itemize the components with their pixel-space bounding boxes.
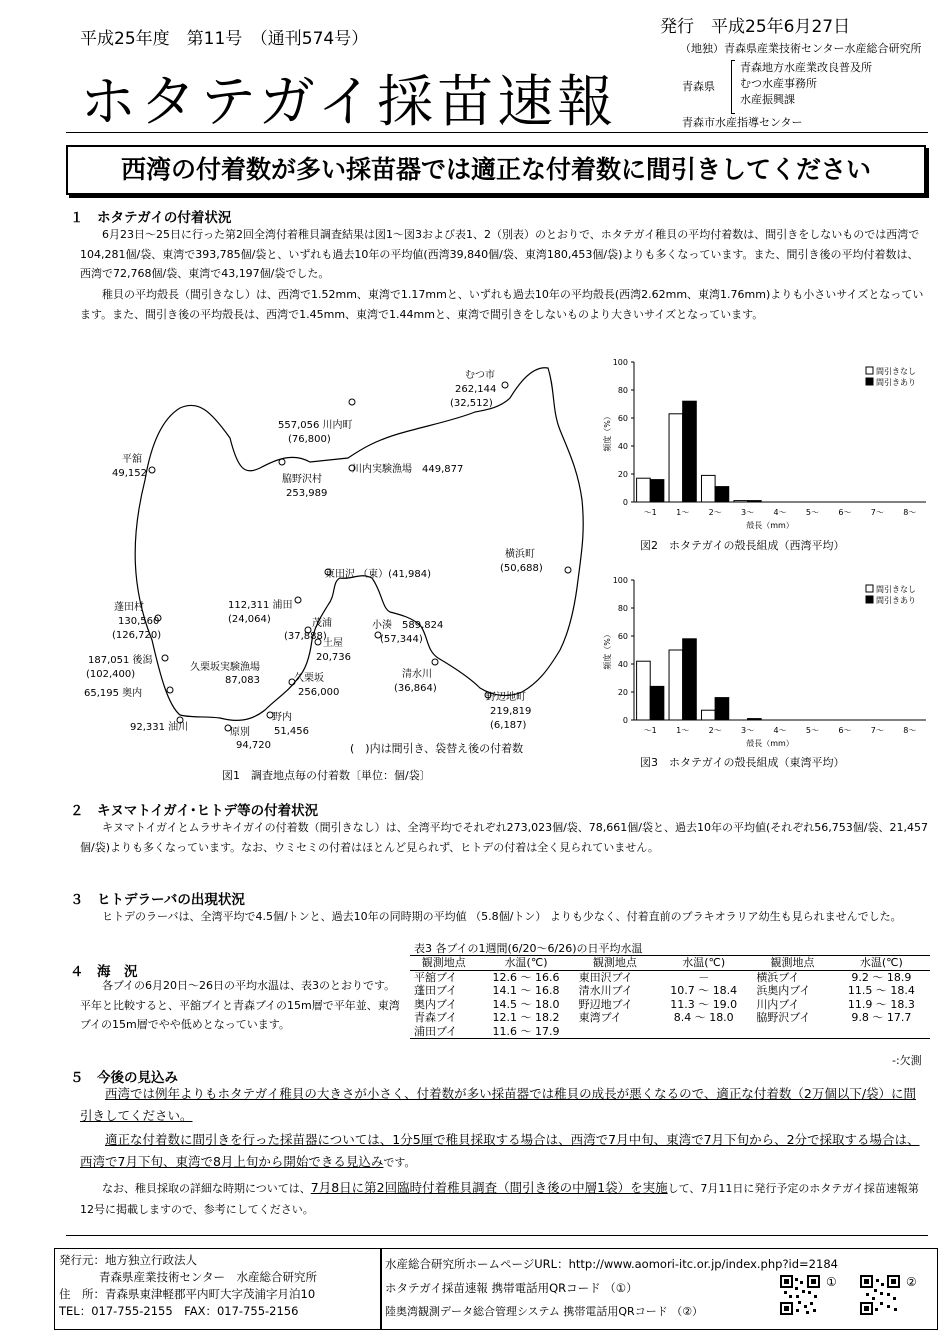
table-cell: 東田沢ブイ (578, 970, 633, 984)
issue-date: 発行 平成25年6月27日 (660, 17, 851, 37)
map-label: 112,311 浦田 (228, 600, 293, 611)
map-label: 219,819 (490, 706, 532, 717)
section-1-para-2: 稚貝の平均殻長（間引きなし）は、西湾で1.52mm、東湾で1.17mmと、いずれも過去10年の平均殻長(西湾2.62mm、東湾1.76mm)よりも小さいサイズとなっています。また、間引き後の平均殻長は、西湾で1.45mm、東湾で1.44mmと、東湾で間引きをしないものより大きいサイズとなっています。 (80, 288, 924, 321)
x-tick-label: 8～ (903, 508, 917, 517)
org-item: 水産振興課 (740, 93, 795, 106)
headline-banner: 西湾の付着数が多い採苗器では適正な付着数に間引きしてください (66, 145, 926, 195)
table-cell: 浜奥内ブイ (756, 984, 811, 997)
qr-label-2: 陸奥湾観測データ総合管理システム 携帯電話用QRコード （②） (385, 1305, 704, 1318)
map-label: 東田沢 （東）(41,984) (325, 569, 431, 580)
table-cell: 野辺地ブイ (578, 997, 633, 1011)
map-label: (102,400) (86, 669, 136, 680)
legend-label: 間引きなし (876, 585, 916, 594)
table-header-cell: 水温(℃) (859, 956, 903, 969)
map-label: (50,688) (500, 563, 543, 574)
table-header-cell: 水温(℃) (682, 956, 726, 969)
x-tick-label: 1～ (676, 726, 690, 735)
table-cell: － (698, 970, 710, 984)
map-label: 256,000 (298, 687, 340, 698)
map-label: 清水川 (402, 669, 432, 680)
section-2-title: ２ キヌマトイガイ･ヒトデ等の付着状況 (70, 803, 319, 819)
section-4-title: ４ 海 況 (70, 964, 138, 980)
y-tick-label: 20 (617, 470, 628, 479)
bar-thinned (748, 719, 762, 720)
header-divider (66, 132, 928, 133)
x-tick-label: 5～ (805, 508, 819, 517)
table-cell: 東湾ブイ (578, 1011, 622, 1024)
table-cell: 川内ブイ (756, 997, 800, 1011)
map-label: 横浜町 (505, 549, 535, 560)
footer-divider (66, 1235, 928, 1236)
qr-code-1-icon[interactable] (780, 1275, 820, 1315)
x-tick-label: 6～ (838, 508, 852, 517)
map-label: 土屋 (323, 638, 343, 649)
table-cell: 10.7 ～ 18.4 (670, 984, 738, 997)
y-tick-label: 40 (617, 660, 628, 669)
table-cell: 9.2 ～ 18.9 (851, 970, 912, 984)
map-label: (126,720) (112, 630, 162, 641)
section-5-para-2-underlined: 適正な付着数に間引きを行った採苗器については、1分5厘で稚貝採取する場合は、西湾で7月中旬、東湾で7月下旬から、2分で採取する場合は、西湾で7月下旬、東湾で8月上旬から開始できる見込み (80, 1132, 920, 1169)
map-label: 久栗坂 (294, 673, 324, 684)
x-axis-label: 殻長（mm） (746, 739, 794, 748)
y-tick-label: 40 (617, 442, 628, 451)
section-1-title: １ ホタテガイの付着状況 (70, 210, 232, 226)
legend-swatch (866, 378, 873, 385)
y-axis-label: 頻度（%） (603, 412, 612, 452)
table-cell: 蓬田ブイ (414, 984, 458, 997)
x-tick-label: 6～ (838, 726, 852, 735)
table-cell (752, 1025, 832, 1039)
y-tick-label: 60 (617, 632, 628, 641)
y-tick-label: 80 (617, 386, 628, 395)
map-caption: 図1 調査地点毎の付着数〔単位：個/袋〕 (222, 769, 431, 782)
table-cell: 奥内ブイ (414, 997, 458, 1011)
footer-publisher (54, 1248, 382, 1330)
bar-thinned (650, 686, 664, 720)
section-1-para-1: 6月23日～25日に行った第2回全湾付着稚貝調査結果は図1～図3および表1、2（別表）のとおりで、ホタテガイ稚貝の平均付着数は、間引きをしないものでは西湾で104,281個/袋、東湾で393,785個/袋と、いずれも過去10年の平均値(西湾39,840個/袋、東湾180,453個/袋)よりも多くなっています。また、間引き後の平均付着数は、西湾で72,768個/袋、東湾で43,197個/袋でした。 (80, 228, 920, 280)
bar-no-thinning (701, 710, 715, 720)
legend-swatch (866, 585, 873, 592)
org-top: （地独）青森県産業技術センター水産総合研究所 (680, 42, 922, 55)
bar-thinned (650, 480, 664, 502)
bar-no-thinning (669, 650, 683, 720)
map-label: 557,056 川内町 (278, 420, 353, 431)
y-tick-label: 0 (622, 498, 628, 507)
map-label: 94,720 (236, 740, 271, 751)
map-label: むつ市 (465, 370, 495, 381)
org-item: 青森地方水産業改良普及所 (740, 61, 872, 74)
section-5-para-2 (80, 1129, 928, 1173)
table-cell: 12.6 ～ 16.6 (492, 970, 560, 984)
table-row (410, 970, 930, 984)
map-label: 野内 (272, 712, 292, 723)
y-tick-label: 20 (617, 688, 628, 697)
bar-no-thinning (734, 501, 748, 502)
map-label: (6,187) (490, 720, 527, 731)
x-axis-label: 殻長（mm） (746, 521, 794, 530)
map-label: 久栗坂実験漁場 (190, 662, 260, 673)
table-row (410, 1011, 930, 1025)
map-label: (32,512) (450, 398, 493, 409)
issue-number: 平成25年度 第11号 （通刊574号） (80, 29, 369, 49)
legend-label: 間引きあり (876, 378, 916, 387)
table-cell: 11.3 ～ 19.0 (670, 997, 738, 1011)
qr-mark-1: ① (826, 1275, 837, 1289)
footer-links (380, 1248, 938, 1330)
table-header-cell: 観測地点 (421, 956, 466, 969)
table-cell (575, 1025, 655, 1039)
x-tick-label: 4～ (773, 726, 787, 735)
bar-thinned (748, 501, 762, 502)
bar-no-thinning (637, 478, 651, 502)
bar-thinned (715, 487, 729, 502)
map-label: 脇野沢村 (282, 474, 322, 485)
publisher-label: 発行元：地方独立行政法人 (59, 1253, 197, 1267)
fig3-caption: 図3 ホタテガイの殻長組成（東湾平均） (640, 756, 845, 769)
org-city: 青森市水産指導センター (682, 116, 803, 129)
y-tick-label: 0 (622, 716, 628, 725)
section-5-para-3 (80, 1177, 928, 1220)
map-label: 茂浦 (312, 618, 332, 629)
section-3-para: ヒトデのラーバは、全湾平均で4.5個/トンと、過去10年の同時期の平均値 （5.8個/トン） よりも少なく、付着直前のブラキオラリア幼生も見られませんでした。 (102, 910, 902, 923)
shell-length-chart-east (596, 570, 936, 750)
org-bracket (731, 60, 735, 114)
org-list (740, 60, 872, 108)
map-label: 92,331 油川 (130, 722, 189, 733)
p3-underlined: 7月8日に第2回臨時付着稚貝調査（間引き後の中層1袋）を実施 (310, 1180, 668, 1195)
map-note: ( )内は間引き、袋替え後の付着数 (350, 742, 524, 755)
table-cell: 脇野沢ブイ (756, 1011, 811, 1024)
map-label: 平舘 (122, 454, 142, 465)
water-temp-table (410, 955, 930, 1039)
map-label: 蓬田村 (114, 602, 144, 613)
table-cell: 11.6 ～ 17.9 (492, 1024, 560, 1038)
bar-thinned (683, 401, 697, 502)
x-tick-label: 2～ (708, 726, 722, 735)
x-tick-label: 2～ (708, 508, 722, 517)
map-label: (36,864) (394, 683, 437, 694)
table-header-cell: 観測地点 (770, 956, 815, 969)
fig2-caption: 図2 ホタテガイの殻長組成（西湾平均） (640, 539, 845, 552)
x-tick-label: 3～ (741, 726, 755, 735)
section-2-para: キヌマトイガイとムラサキイガイの付着数（間引きなし）は、全湾平均でそれぞれ273,023個/袋、78,661個/袋と、過去10年の平均値(それぞれ56,753個/袋、21,457個/袋)よりも多くなっています。なお、ウミセミの付着はほとんど見られず、ヒトデの付着は全く見られていません。 (80, 821, 928, 854)
publisher-address: 住 所：青森県東津軽郡平内町大字茂浦字月泊10 (59, 1287, 316, 1301)
publisher-phone: TEL：017-755-2155 FAX：017-755-2156 (59, 1304, 299, 1318)
map-label: (24,064) (228, 614, 271, 625)
map-label: 51,456 (274, 726, 309, 737)
qr-label-1: ホタテガイ採苗速報 携帯電話用QRコード （①） (385, 1281, 638, 1295)
page-title: ホタテガイ採苗速報 (80, 70, 618, 135)
y-tick-label: 60 (617, 414, 628, 423)
shell-length-chart-west (596, 352, 936, 532)
x-tick-label: 7～ (870, 508, 884, 517)
table-cell: 12.1 ～ 18.2 (492, 1011, 560, 1024)
table-cell: 青森ブイ (414, 1011, 458, 1024)
bar-thinned (715, 698, 729, 720)
map-label: 49,152 (112, 468, 147, 479)
publisher-name: 青森県産業技術センター 水産総合研究所 (99, 1270, 318, 1284)
map-label: (37,888) (284, 631, 327, 642)
bar-no-thinning (701, 475, 715, 502)
table-cell: 9.8 ～ 17.7 (851, 1011, 912, 1024)
table3-caption: 表3 各ブイの1週間(6/20～6/26)の日平均水温 (414, 942, 643, 955)
x-tick-label: ～1 (643, 508, 657, 517)
map-label: 187,051 後潟 (88, 655, 153, 666)
table-row (410, 984, 930, 998)
y-tick-label: 100 (612, 576, 628, 585)
table-cell: 平舘ブイ (414, 970, 458, 984)
table-row (410, 998, 930, 1012)
bar-no-thinning (669, 414, 683, 502)
map-label: 65,195 奥内 (84, 688, 143, 699)
table-cell: 11.9 ～ 18.3 (847, 997, 915, 1011)
table-cell: 清水川ブイ (578, 984, 633, 997)
table-cell: 14.5 ～ 18.0 (492, 997, 560, 1011)
org-pref: 青森県 (682, 80, 715, 93)
x-tick-label: ～1 (643, 726, 657, 735)
p3-start: なお、稚貝採取の詳細な時期については、 (102, 1182, 311, 1195)
section-5-para-1: 西湾では例年よりもホタテガイ稚貝の大きさが小さく、付着数が多い採苗器では稚貝の成長が悪くなるので、適正な付着数（2万個以下/袋）に間引きしてください。 (80, 1086, 917, 1123)
map-label: 原別 (230, 727, 250, 738)
map-label: 野辺地町 (486, 692, 526, 703)
map-label: 20,736 (316, 652, 351, 663)
x-tick-label: 1～ (676, 508, 690, 517)
bar-no-thinning (637, 661, 651, 720)
table-cell (655, 1025, 752, 1039)
section-5-para-2-end: です。 (383, 1155, 416, 1169)
map-label: 87,083 (225, 675, 260, 686)
x-tick-label: 4～ (773, 508, 787, 517)
map-label: 川内実験漁場 449,877 (352, 464, 464, 475)
x-tick-label: 3～ (741, 508, 755, 517)
qr-code-2-icon[interactable] (860, 1275, 900, 1315)
map-label: 小湊 589,824 (372, 620, 444, 631)
table-cell (833, 1025, 930, 1039)
table-cell: 8.4 ～ 18.0 (673, 1011, 734, 1024)
table-header-cell: 観測地点 (592, 956, 637, 969)
map-label: 262,144 (455, 384, 497, 395)
map-label: 130,560 (118, 616, 160, 627)
x-tick-label: 8～ (903, 726, 917, 735)
section-4-para: 各ブイの6月20日～26日の平均水温は、表3のとおりです。平年と比較すると、平舘ブイと青森ブイの15m層で平年並、東湾ブイの15m層でやや低めとなっています。 (80, 979, 400, 1031)
y-tick-label: 80 (617, 604, 628, 613)
homepage-url[interactable]: 水産総合研究所ホームページURL：http://www.aomori-itc.or.jp/index.php?id=2184 (385, 1257, 838, 1271)
org-item: むつ水産事務所 (740, 77, 817, 90)
qr-mark-2: ② (906, 1275, 917, 1289)
table-cell: 浦田ブイ (414, 1024, 458, 1038)
map-label: 253,989 (286, 488, 328, 499)
legend-swatch (866, 596, 873, 603)
section-3-title: ３ ヒトデラーバの出現状況 (70, 892, 245, 908)
legend-label: 間引きあり (876, 596, 916, 605)
legend-swatch (866, 367, 873, 374)
legend-label: 間引きなし (876, 367, 916, 376)
table-cell: 14.1 ～ 16.8 (492, 984, 560, 997)
x-tick-label: 5～ (805, 726, 819, 735)
table-row (410, 1025, 930, 1039)
table-cell: 11.5 ～ 18.4 (847, 984, 915, 997)
map-label: (57,344) (380, 634, 423, 645)
x-tick-label: 7～ (870, 726, 884, 735)
table3-note: -:欠測 (892, 1054, 922, 1067)
table-cell: 横浜ブイ (756, 970, 800, 984)
map-label: (76,800) (288, 434, 331, 445)
y-tick-label: 100 (612, 358, 628, 367)
bar-thinned (683, 639, 697, 720)
bay-map (60, 350, 600, 795)
y-axis-label: 頻度（%） (603, 630, 612, 670)
section-5-title: ５ 今後の見込み (70, 1070, 178, 1086)
p3-end: して、7月11日に発行予定のホタテガイ採苗速報第12号に掲載しますので、参考にしてください。 (80, 1182, 919, 1216)
table-header-cell: 水温(℃) (504, 956, 548, 969)
